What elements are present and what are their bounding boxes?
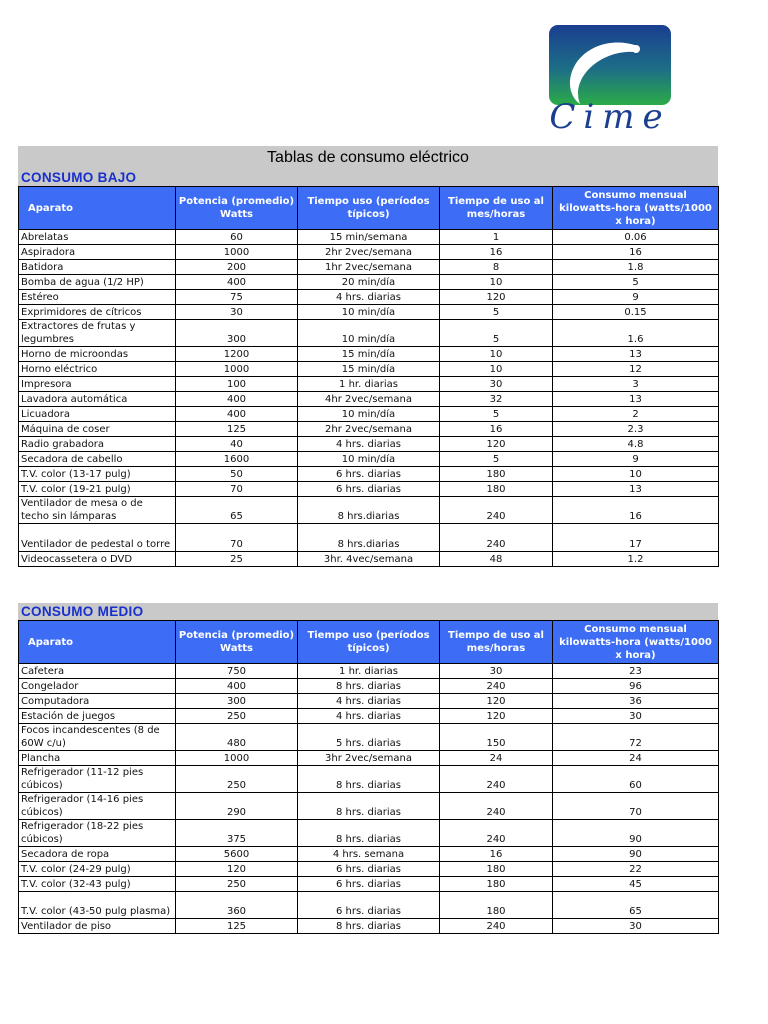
cell-potencia: 125 bbox=[176, 422, 298, 437]
header-consumo: Consumo mensual kilowatts-hora (watts/1000 x hora) bbox=[553, 621, 719, 664]
cell-potencia: 65 bbox=[176, 497, 298, 524]
cell-tiempo-mes: 180 bbox=[440, 892, 553, 919]
cell-aparato: T.V. color (13-17 pulg) bbox=[19, 467, 176, 482]
cell-aparato: Refrigerador (18-22 pies cúbicos) bbox=[19, 820, 176, 847]
table-row bbox=[19, 892, 719, 919]
cell-tiempo-mes: 150 bbox=[440, 724, 553, 751]
cell-tiempo-mes: 5 bbox=[440, 320, 553, 347]
cell-aparato: Refrigerador (14-16 pies cúbicos) bbox=[19, 793, 176, 820]
cell-tiempo-uso: 4 hrs. semana bbox=[298, 847, 440, 862]
table-row bbox=[19, 275, 719, 290]
table-row bbox=[19, 552, 719, 567]
cell-tiempo-mes: 240 bbox=[440, 766, 553, 793]
cell-tiempo-mes: 16 bbox=[440, 847, 553, 862]
cell-tiempo-mes: 120 bbox=[440, 437, 553, 452]
cime-logo bbox=[512, 22, 708, 136]
cell-aparato: Batidora bbox=[19, 260, 176, 275]
consumo-bajo-body bbox=[19, 230, 719, 567]
cell-tiempo-uso: 3hr. 4vec/semana bbox=[298, 552, 440, 567]
cell-consumo: 12 bbox=[553, 362, 719, 377]
cell-aparato: T.V. color (19-21 pulg) bbox=[19, 482, 176, 497]
cell-aparato: Secadora de cabello bbox=[19, 452, 176, 467]
table-row bbox=[19, 664, 719, 679]
cell-consumo: 3 bbox=[553, 377, 719, 392]
cell-consumo: 96 bbox=[553, 679, 719, 694]
cell-aparato: Cafetera bbox=[19, 664, 176, 679]
table-row bbox=[19, 290, 719, 305]
table-row bbox=[19, 862, 719, 877]
cell-potencia: 200 bbox=[176, 260, 298, 275]
cell-tiempo-mes: 120 bbox=[440, 290, 553, 305]
cell-consumo: 1.6 bbox=[553, 320, 719, 347]
table-row bbox=[19, 524, 719, 552]
cell-tiempo-uso: 6 hrs. diarias bbox=[298, 892, 440, 919]
cell-consumo: 1.8 bbox=[553, 260, 719, 275]
cell-aparato: Plancha bbox=[19, 751, 176, 766]
cell-tiempo-uso: 8 hrs. diarias bbox=[298, 679, 440, 694]
cell-tiempo-uso: 8 hrs. diarias bbox=[298, 766, 440, 793]
cell-potencia: 1000 bbox=[176, 751, 298, 766]
table-row bbox=[19, 793, 719, 820]
cell-consumo: 2 bbox=[553, 407, 719, 422]
header-aparato: Aparato bbox=[19, 187, 176, 230]
cell-aparato: Ventilador de piso bbox=[19, 919, 176, 934]
table-row bbox=[19, 347, 719, 362]
cell-aparato: Computadora bbox=[19, 694, 176, 709]
cell-potencia: 1600 bbox=[176, 452, 298, 467]
cell-aparato: Horno eléctrico bbox=[19, 362, 176, 377]
cell-tiempo-mes: 32 bbox=[440, 392, 553, 407]
cell-tiempo-mes: 5 bbox=[440, 452, 553, 467]
cell-consumo: 17 bbox=[553, 524, 719, 552]
cell-aparato: Máquina de coser bbox=[19, 422, 176, 437]
cell-potencia: 70 bbox=[176, 482, 298, 497]
section-label-medio: CONSUMO MEDIO bbox=[21, 604, 144, 619]
table-row bbox=[19, 305, 719, 320]
page-title: Tablas de consumo eléctrico bbox=[267, 149, 469, 166]
cell-aparato: T.V. color (24-29 pulg) bbox=[19, 862, 176, 877]
cell-aparato: T.V. color (43-50 pulg plasma) bbox=[19, 892, 176, 919]
cell-tiempo-uso: 10 min/día bbox=[298, 305, 440, 320]
cell-tiempo-uso: 8 hrs.diarias bbox=[298, 524, 440, 552]
cell-potencia: 375 bbox=[176, 820, 298, 847]
cell-tiempo-mes: 48 bbox=[440, 552, 553, 567]
cell-consumo: 10 bbox=[553, 467, 719, 482]
consumo-bajo-table bbox=[18, 186, 719, 567]
cell-tiempo-uso: 4 hrs. diarias bbox=[298, 694, 440, 709]
cell-aparato: Refrigerador (11-12 pies cúbicos) bbox=[19, 766, 176, 793]
cell-tiempo-mes: 240 bbox=[440, 524, 553, 552]
cell-aparato: Abrelatas bbox=[19, 230, 176, 245]
cell-potencia: 30 bbox=[176, 305, 298, 320]
header-potencia: Potencia (promedio) Watts bbox=[176, 621, 298, 664]
cell-potencia: 480 bbox=[176, 724, 298, 751]
cell-aparato: Videocassetera o DVD bbox=[19, 552, 176, 567]
cell-aparato: Lavadora automática bbox=[19, 392, 176, 407]
cell-tiempo-mes: 120 bbox=[440, 694, 553, 709]
table-row bbox=[19, 320, 719, 347]
table-row bbox=[19, 497, 719, 524]
cell-consumo: 9 bbox=[553, 290, 719, 305]
cell-tiempo-uso: 10 min/día bbox=[298, 407, 440, 422]
cell-tiempo-uso: 4 hrs. diarias bbox=[298, 290, 440, 305]
cell-potencia: 1000 bbox=[176, 245, 298, 260]
cell-tiempo-mes: 16 bbox=[440, 422, 553, 437]
cell-aparato: Licuadora bbox=[19, 407, 176, 422]
cell-aparato: Bomba de agua (1/2 HP) bbox=[19, 275, 176, 290]
cell-potencia: 290 bbox=[176, 793, 298, 820]
cell-tiempo-uso: 8 hrs. diarias bbox=[298, 793, 440, 820]
cime-logo-graphic bbox=[512, 22, 708, 136]
cell-consumo: 13 bbox=[553, 392, 719, 407]
table-row bbox=[19, 847, 719, 862]
header-tiempo-uso: Tiempo uso (períodos típicos) bbox=[298, 621, 440, 664]
cell-potencia: 100 bbox=[176, 377, 298, 392]
cell-tiempo-uso: 6 hrs. diarias bbox=[298, 877, 440, 892]
cell-tiempo-mes: 120 bbox=[440, 709, 553, 724]
cell-tiempo-mes: 30 bbox=[440, 377, 553, 392]
cell-tiempo-mes: 10 bbox=[440, 347, 553, 362]
cell-tiempo-uso: 4hr 2vec/semana bbox=[298, 392, 440, 407]
cell-consumo: 16 bbox=[553, 497, 719, 524]
cell-tiempo-uso: 2hr 2vec/semana bbox=[298, 245, 440, 260]
cell-tiempo-mes: 8 bbox=[440, 260, 553, 275]
cell-aparato: Horno de microondas bbox=[19, 347, 176, 362]
table-row bbox=[19, 392, 719, 407]
cell-tiempo-mes: 240 bbox=[440, 497, 553, 524]
cell-aparato: Focos incandescentes (8 de 60W c/u) bbox=[19, 724, 176, 751]
table-header-row bbox=[19, 187, 719, 230]
table-row bbox=[19, 724, 719, 751]
cell-tiempo-uso: 6 hrs. diarias bbox=[298, 862, 440, 877]
cell-tiempo-uso: 1 hr. diarias bbox=[298, 664, 440, 679]
cell-consumo: 72 bbox=[553, 724, 719, 751]
cell-potencia: 75 bbox=[176, 290, 298, 305]
cell-consumo: 45 bbox=[553, 877, 719, 892]
header-tiempo-uso: Tiempo uso (períodos típicos) bbox=[298, 187, 440, 230]
header-tiempo-mes: Tiempo de uso al mes/horas bbox=[440, 621, 553, 664]
cell-aparato: Impresora bbox=[19, 377, 176, 392]
consumo-medio-section bbox=[18, 603, 718, 934]
cell-aparato: T.V. color (32-43 pulg) bbox=[19, 877, 176, 892]
table-row bbox=[19, 230, 719, 245]
cell-tiempo-uso: 5 hrs. diarias bbox=[298, 724, 440, 751]
header-tiempo-mes: Tiempo de uso al mes/horas bbox=[440, 187, 553, 230]
cell-tiempo-uso: 1hr 2vec/semana bbox=[298, 260, 440, 275]
cell-consumo: 65 bbox=[553, 892, 719, 919]
cell-potencia: 250 bbox=[176, 766, 298, 793]
cell-tiempo-uso: 6 hrs. diarias bbox=[298, 482, 440, 497]
cell-potencia: 1200 bbox=[176, 347, 298, 362]
cell-consumo: 70 bbox=[553, 793, 719, 820]
cell-aparato: Extractores de frutas y legumbres bbox=[19, 320, 176, 347]
cell-tiempo-uso: 15 min/día bbox=[298, 347, 440, 362]
table-row bbox=[19, 482, 719, 497]
table-row bbox=[19, 679, 719, 694]
cell-potencia: 25 bbox=[176, 552, 298, 567]
cell-tiempo-uso: 8 hrs. diarias bbox=[298, 919, 440, 934]
cell-consumo: 4.8 bbox=[553, 437, 719, 452]
cell-tiempo-uso: 15 min/día bbox=[298, 362, 440, 377]
cell-tiempo-mes: 30 bbox=[440, 664, 553, 679]
cell-potencia: 300 bbox=[176, 320, 298, 347]
cell-potencia: 400 bbox=[176, 275, 298, 290]
cell-consumo: 16 bbox=[553, 245, 719, 260]
cell-tiempo-uso: 4 hrs. diarias bbox=[298, 709, 440, 724]
cell-tiempo-mes: 240 bbox=[440, 820, 553, 847]
cell-tiempo-mes: 180 bbox=[440, 862, 553, 877]
cell-tiempo-mes: 240 bbox=[440, 793, 553, 820]
cell-consumo: 24 bbox=[553, 751, 719, 766]
cell-potencia: 70 bbox=[176, 524, 298, 552]
cell-consumo: 0.06 bbox=[553, 230, 719, 245]
cell-consumo: 30 bbox=[553, 919, 719, 934]
header-consumo: Consumo mensual kilowatts-hora (watts/1000 x hora) bbox=[553, 187, 719, 230]
cell-consumo: 9 bbox=[553, 452, 719, 467]
cell-consumo: 36 bbox=[553, 694, 719, 709]
cell-tiempo-mes: 240 bbox=[440, 679, 553, 694]
cell-tiempo-uso: 10 min/día bbox=[298, 452, 440, 467]
cell-potencia: 300 bbox=[176, 694, 298, 709]
cell-tiempo-mes: 180 bbox=[440, 467, 553, 482]
cell-consumo: 0.15 bbox=[553, 305, 719, 320]
cell-aparato: Estación de juegos bbox=[19, 709, 176, 724]
cell-potencia: 400 bbox=[176, 392, 298, 407]
cell-tiempo-uso: 8 hrs.diarias bbox=[298, 497, 440, 524]
cell-tiempo-uso: 15 min/semana bbox=[298, 230, 440, 245]
cell-aparato: Congelador bbox=[19, 679, 176, 694]
table-row bbox=[19, 422, 719, 437]
cell-consumo: 60 bbox=[553, 766, 719, 793]
table-row bbox=[19, 694, 719, 709]
cell-tiempo-uso: 8 hrs. diarias bbox=[298, 820, 440, 847]
section-bar-medio bbox=[18, 603, 718, 620]
cell-aparato: Ventilador de mesa o de techo sin lámparas bbox=[19, 497, 176, 524]
cell-consumo: 30 bbox=[553, 709, 719, 724]
table-row bbox=[19, 877, 719, 892]
table-row bbox=[19, 407, 719, 422]
header-aparato: Aparato bbox=[19, 621, 176, 664]
cell-potencia: 250 bbox=[176, 877, 298, 892]
cell-tiempo-uso: 6 hrs. diarias bbox=[298, 467, 440, 482]
cell-potencia: 360 bbox=[176, 892, 298, 919]
cell-tiempo-mes: 16 bbox=[440, 245, 553, 260]
cell-tiempo-mes: 10 bbox=[440, 275, 553, 290]
cell-consumo: 2.3 bbox=[553, 422, 719, 437]
title-bar bbox=[18, 146, 718, 186]
cell-consumo: 13 bbox=[553, 482, 719, 497]
cell-potencia: 60 bbox=[176, 230, 298, 245]
table-row bbox=[19, 766, 719, 793]
cell-consumo: 90 bbox=[553, 847, 719, 862]
cell-potencia: 125 bbox=[176, 919, 298, 934]
cell-tiempo-mes: 5 bbox=[440, 407, 553, 422]
cell-aparato: Aspiradora bbox=[19, 245, 176, 260]
cell-consumo: 5 bbox=[553, 275, 719, 290]
table-row bbox=[19, 709, 719, 724]
brand-name: Cime bbox=[549, 97, 671, 136]
table-row bbox=[19, 437, 719, 452]
cell-tiempo-uso: 20 min/día bbox=[298, 275, 440, 290]
cell-potencia: 1000 bbox=[176, 362, 298, 377]
cell-aparato: Radio grabadora bbox=[19, 437, 176, 452]
table-row bbox=[19, 751, 719, 766]
cell-tiempo-mes: 24 bbox=[440, 751, 553, 766]
cell-consumo: 22 bbox=[553, 862, 719, 877]
cell-potencia: 250 bbox=[176, 709, 298, 724]
cell-tiempo-uso: 1 hr. diarias bbox=[298, 377, 440, 392]
cell-tiempo-uso: 10 min/día bbox=[298, 320, 440, 347]
table-row bbox=[19, 467, 719, 482]
cell-aparato: Ventilador de pedestal o torre bbox=[19, 524, 176, 552]
consumo-medio-table bbox=[18, 620, 719, 934]
cell-tiempo-uso: 3hr 2vec/semana bbox=[298, 751, 440, 766]
cell-tiempo-mes: 180 bbox=[440, 877, 553, 892]
cell-consumo: 23 bbox=[553, 664, 719, 679]
cell-aparato: Estéreo bbox=[19, 290, 176, 305]
cell-potencia: 750 bbox=[176, 664, 298, 679]
table-row bbox=[19, 820, 719, 847]
cell-aparato: Exprimidores de cítricos bbox=[19, 305, 176, 320]
table-row bbox=[19, 260, 719, 275]
table-row bbox=[19, 362, 719, 377]
table-row bbox=[19, 245, 719, 260]
cell-tiempo-mes: 5 bbox=[440, 305, 553, 320]
cell-potencia: 50 bbox=[176, 467, 298, 482]
cell-potencia: 5600 bbox=[176, 847, 298, 862]
header-potencia: Potencia (promedio) Watts bbox=[176, 187, 298, 230]
cell-tiempo-mes: 10 bbox=[440, 362, 553, 377]
cell-consumo: 90 bbox=[553, 820, 719, 847]
table-row bbox=[19, 919, 719, 934]
table-row bbox=[19, 452, 719, 467]
section-label-bajo: CONSUMO BAJO bbox=[21, 170, 137, 185]
consumo-bajo-section bbox=[18, 146, 718, 567]
cell-potencia: 400 bbox=[176, 679, 298, 694]
cell-aparato: Secadora de ropa bbox=[19, 847, 176, 862]
table-row bbox=[19, 377, 719, 392]
consumo-medio-body bbox=[19, 664, 719, 934]
cell-tiempo-uso: 4 hrs. diarias bbox=[298, 437, 440, 452]
cell-potencia: 40 bbox=[176, 437, 298, 452]
cell-tiempo-mes: 1 bbox=[440, 230, 553, 245]
cell-tiempo-uso: 2hr 2vec/semana bbox=[298, 422, 440, 437]
cell-consumo: 13 bbox=[553, 347, 719, 362]
cell-potencia: 400 bbox=[176, 407, 298, 422]
cell-tiempo-mes: 180 bbox=[440, 482, 553, 497]
table-header-row bbox=[19, 621, 719, 664]
cell-potencia: 120 bbox=[176, 862, 298, 877]
cell-tiempo-mes: 240 bbox=[440, 919, 553, 934]
cell-consumo: 1.2 bbox=[553, 552, 719, 567]
